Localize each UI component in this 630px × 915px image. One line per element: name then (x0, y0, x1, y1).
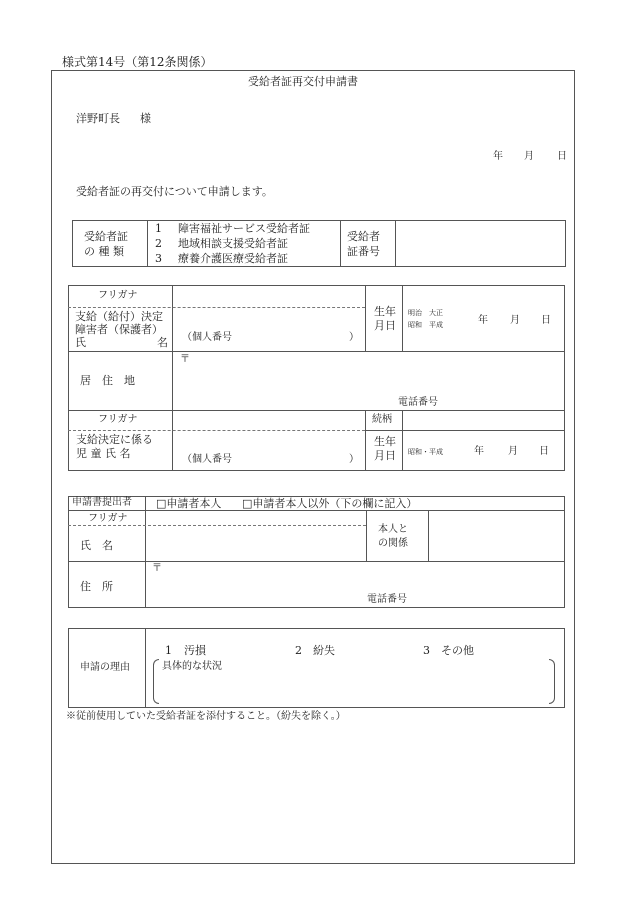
child-relation-label: 続柄 (372, 414, 392, 425)
child-era-options: 昭和・平成 (408, 448, 443, 456)
submitter-relation-label: 本人と (378, 524, 408, 535)
recipient-birth-day: 日 (541, 315, 551, 326)
submitter-postal-mark: 〒 (152, 563, 162, 574)
reason-label: 申請の理由 (80, 662, 130, 673)
certificate-option-number: 3 (155, 252, 162, 265)
form-number: 様式第14号（第12条関係） (62, 55, 213, 69)
reason-option-lost[interactable]: 紛失 (313, 644, 335, 657)
recipient-furigana-field[interactable] (173, 286, 364, 306)
child-birth-day: 日 (539, 446, 549, 457)
recipient-birth-month: 月 (510, 315, 520, 326)
addressee-name: 洋野町長 (76, 112, 120, 125)
recipient-furigana-label: フリガナ (98, 290, 138, 301)
recipient-phone-label: 電話番号 (398, 397, 438, 408)
recipient-birthdate-label: 生年 (374, 305, 396, 318)
reason-option-soiled[interactable]: 汚損 (184, 644, 206, 657)
certificate-option-consultation[interactable]: 地域相談支援受給者証 (178, 237, 288, 250)
certificate-number-field[interactable] (396, 221, 565, 266)
date-day: 日 (557, 151, 567, 162)
child-furigana-field[interactable] (173, 411, 364, 430)
child-name-label: 支給決定に係る (76, 433, 153, 446)
left-bracket (153, 659, 159, 704)
recipient-birth-year: 年 (478, 315, 488, 326)
submitter-option-other[interactable]: □申請者本人以外（下の欄に記入） (242, 497, 418, 510)
submitter-address-label: 住 所 (80, 580, 113, 593)
footnote: ※従前使用していた受給者証を添付すること。（紛失を除く。） (66, 711, 346, 722)
submitter-furigana-field[interactable] (146, 511, 365, 525)
certificate-number-label: 受給者 (347, 230, 380, 243)
reason-details-label: 具体的な状況 (162, 661, 222, 672)
form-title: 受給者証再交付申請書 (248, 75, 358, 88)
recipient-era-options: 明治 大正 (408, 309, 443, 317)
submitter-option-self[interactable]: □申請者本人 (156, 497, 222, 510)
child-birthdate-label: 生年 (374, 435, 396, 448)
reason-option-other[interactable]: その他 (441, 644, 474, 657)
recipient-mynumber-label: （個人番号 (182, 332, 232, 343)
submitter-label: 申請書提出者 (72, 497, 132, 508)
certificate-option-number: 2 (155, 237, 162, 250)
recipient-address-field[interactable] (173, 352, 564, 396)
certificate-option-medical[interactable]: 療養介護医療受給者証 (178, 252, 288, 265)
child-birth-year: 年 (474, 446, 484, 457)
recipient-postal-mark: 〒 (180, 354, 190, 365)
child-name-field[interactable] (173, 431, 364, 451)
right-bracket (549, 659, 555, 704)
recipient-address-label: 居 住 地 (80, 374, 135, 387)
child-mynumber-label: （個人番号 (182, 454, 232, 465)
certificate-label: 受給者証 (84, 230, 128, 243)
reason-option-number: 3 (423, 644, 430, 657)
recipient-name-label: 支給（給付）決定 (75, 310, 163, 323)
submitter-name-label: 氏 名 (80, 539, 113, 552)
statement: 受給者証の再交付について申請します。 (76, 185, 273, 198)
addressee-honorific: 様 (140, 112, 151, 125)
submitter-address-field[interactable] (146, 562, 564, 594)
date-year: 年 (493, 151, 503, 162)
child-birth-month: 月 (508, 446, 518, 457)
certificate-option-number: 1 (155, 222, 162, 235)
submitter-name-field[interactable] (146, 526, 365, 560)
reason-details-field[interactable] (162, 676, 546, 702)
reason-option-number: 2 (295, 644, 302, 657)
reason-option-number: 1 (165, 644, 172, 657)
child-relation-field[interactable] (403, 411, 564, 430)
recipient-name-field[interactable] (173, 308, 364, 332)
submitter-furigana-label: フリガナ (88, 513, 128, 524)
submitter-phone-label: 電話番号 (367, 594, 407, 605)
date-month: 月 (524, 151, 534, 162)
child-furigana-label: フリガナ (98, 414, 138, 425)
certificate-option-welfare[interactable]: 障害福祉サービス受給者証 (178, 222, 310, 235)
submitter-relation-field[interactable] (429, 511, 564, 560)
